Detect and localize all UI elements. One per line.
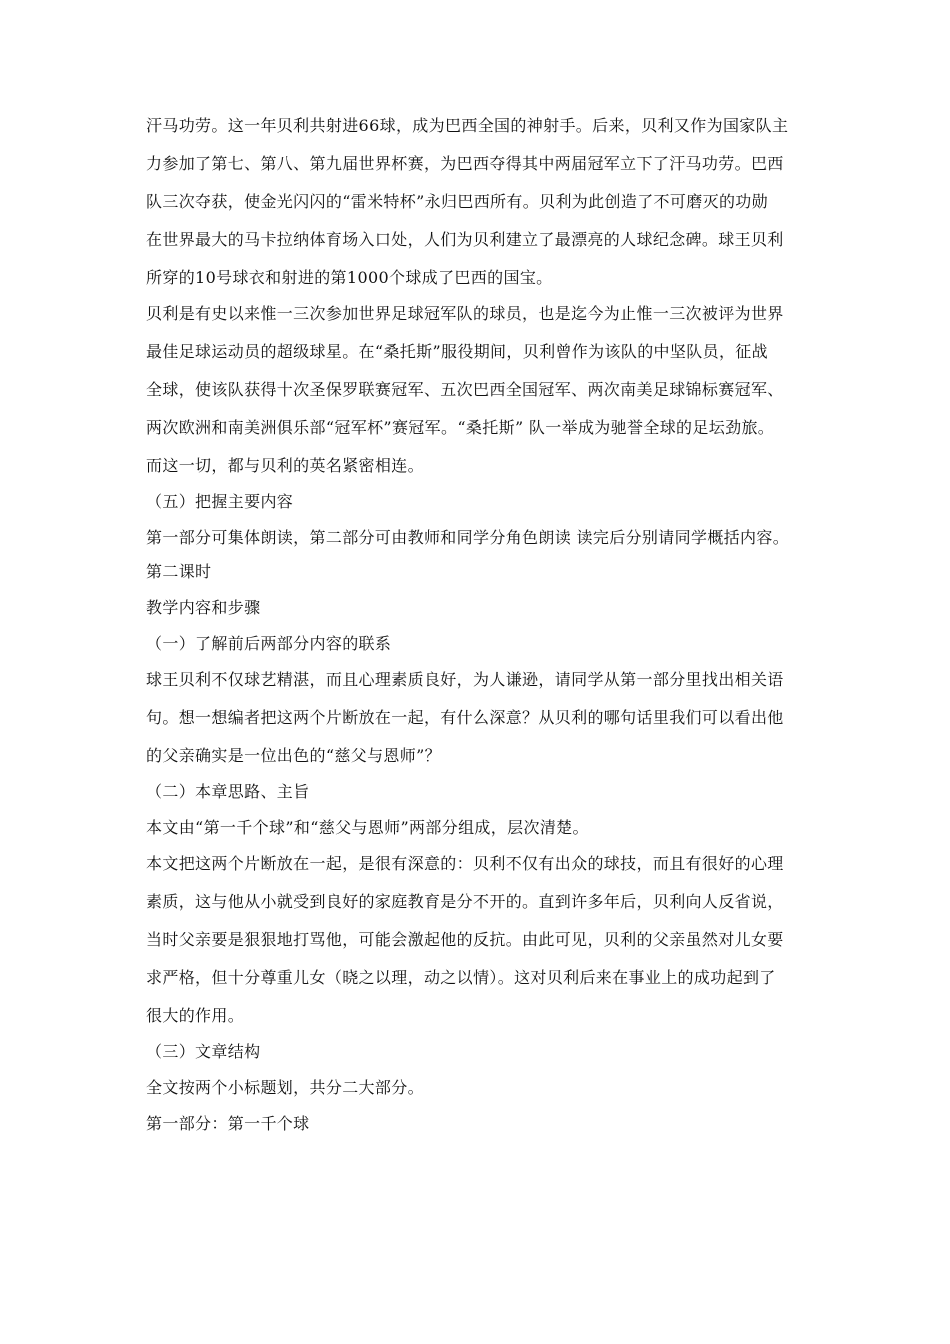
- text-line: 而这一切，都与贝利的英名紧密相连。: [146, 456, 424, 475]
- text-line: 的父亲确实是一位出色的“慈父与恩师”？: [146, 746, 442, 765]
- text-line: 当时父亲要是狠狠地打骂他，可能会激起他的反抗。由此可见，贝利的父亲虽然对儿女要: [146, 930, 784, 949]
- text-line: 力参加了第七、第八、第九届世界杯赛，为巴西夺得其中两届冠军立下了汗马功劳。巴西: [146, 154, 784, 173]
- section-heading: （二）本章思路、主旨: [146, 782, 310, 801]
- text-line: 球王贝利不仅球艺精湛，而且心理素质良好，为人谦逊，请同学从第一部分里找出相关语: [146, 670, 784, 689]
- text-line: 求严格，但十分尊重儿女（晓之以理，动之以情）。这对贝利后来在事业上的成功起到了: [146, 968, 776, 987]
- section-heading: （五）把握主要内容: [146, 492, 294, 511]
- text-line: 在世界最大的马卡拉纳体育场入口处，人们为贝利建立了最漂亮的人球纪念碑。球王贝利: [146, 230, 784, 249]
- text-line: 贝利是有史以来惟一三次参加世界足球冠军队的球员，也是迄今为止惟一三次被评为世界: [146, 304, 784, 323]
- text-line: 素质，这与他从小就受到良好的家庭教育是分不开的。直到许多年后，贝利向人反省说，: [146, 892, 784, 911]
- text-line: 本文把这两个片断放在一起，是很有深意的：贝利不仅有出众的球技，而且有很好的心理: [146, 854, 784, 873]
- text-line: 汗马功劳。这一年贝利共射进66球，成为巴西全国的神射手。后来，贝利又作为国家队主: [146, 116, 789, 135]
- text-line: 很大的作用。: [146, 1006, 245, 1025]
- text-line: 第一部分：第一千个球: [146, 1114, 310, 1133]
- text-line: 所穿的10号球衣和射进的第1000个球成了巴西的国宝。: [146, 268, 553, 287]
- text-line: 全文按两个小标题划，共分二大部分。: [146, 1078, 424, 1097]
- section-heading: （三）文章结构: [146, 1042, 261, 1061]
- text-line: 本文由“第一千个球”和“慈父与恩师”两部分组成，层次清楚。: [146, 818, 589, 837]
- text-line: 全球，使该队获得十次圣保罗联赛冠军、五次巴西全国冠军、两次南美足球锦标赛冠军、: [146, 380, 784, 399]
- text-line: 第一部分可集体朗读，第二部分可由教师和同学分角色朗读 读完后分别请同学概括内容。: [146, 528, 790, 547]
- text-line: 最佳足球运动员的超级球星。在“桑托斯”服役期间，贝利曾作为该队的中坚队员，征战: [146, 342, 769, 361]
- text-line: 两次欧洲和南美洲俱乐部“冠军杯”赛冠军。“桑托斯” 队一举成为驰誉全球的足坛劲旅。: [146, 418, 775, 437]
- section-heading: （一）了解前后两部分内容的联系: [146, 634, 392, 653]
- text-line: 句。想一想编者把这两个片断放在一起，有什么深意？从贝利的哪句话里我们可以看出他: [146, 708, 784, 727]
- text-line: 队三次夺获，使金光闪闪的“雷米特杯”永归巴西所有。贝利为此创造了不可磨灭的功勋: [146, 192, 769, 211]
- lesson-heading: 第二课时: [146, 562, 212, 581]
- section-heading: 教学内容和步骤: [146, 598, 261, 617]
